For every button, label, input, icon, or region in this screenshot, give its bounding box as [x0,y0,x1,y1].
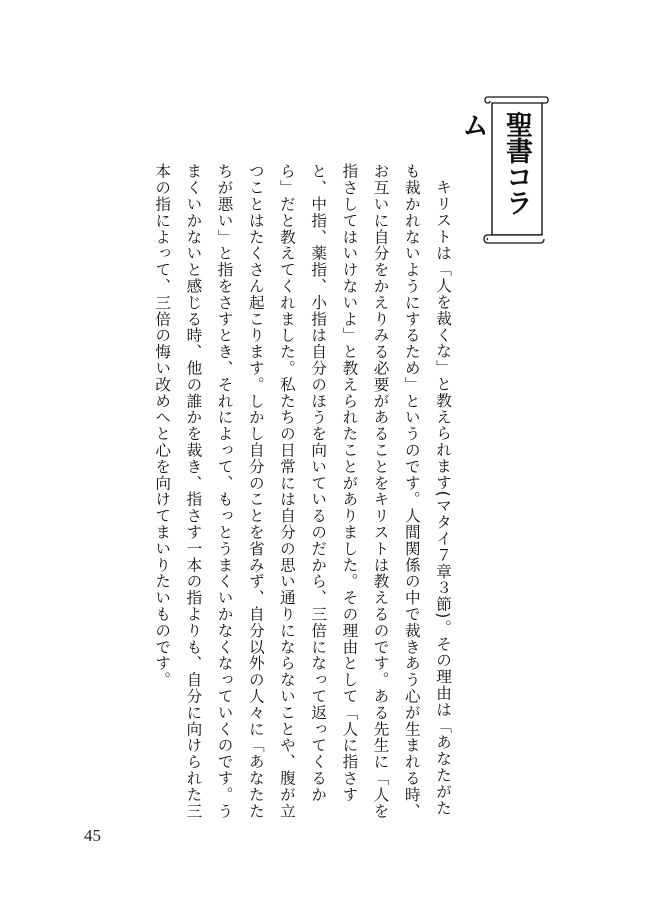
column-title-scroll [457,93,550,249]
page-number: 45 [84,826,101,845]
body-paragraph: キリストは「人を裁くな」と教えられます(マタイ７章３節)。その理由は「あなたがたも裁かれないようにするため」というのです。人間関係の中で裁きあう心が生まれる時、お互いに自分をかえりみる必要があることをキリストは教えるのです。ある先生に「人を指さしてはいけないよ」と教えられたことがありました。その理由として「人に指さすと、中指、薬指、小指は自分のほうを向いているのだから、三倍になって返ってくるから」だと教えてくれました。私たちの日常には自分の思い通りにならないことや、腹が立つことはたくさん起こります。しかし自分のことを省みず、自分以外の人々に「あなたたちが悪い」と指をさすとき、それによって、もっとうまくいかなくなっていくのです。うまくいかないと感じる時、他の誰かを裁き、指さす一本の指よりも、自分に向けられた三本の指によって、三倍の悔い改めへと心を向けてまいりたいものです。 [153,163,452,819]
column-body [146,163,458,823]
column-title: 聖書コラム [457,111,532,215]
